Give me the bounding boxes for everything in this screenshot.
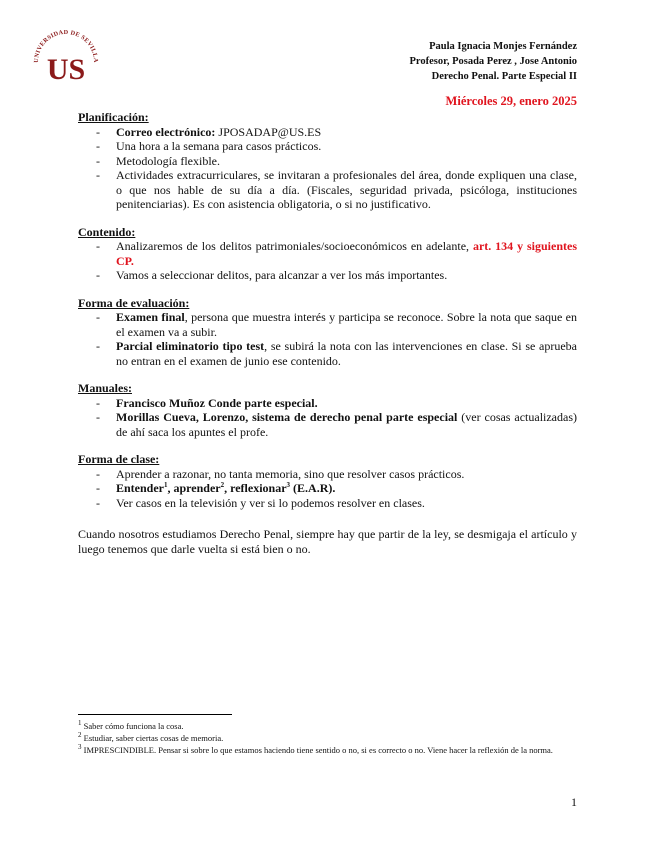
article-reference: art. 134 y siguientes CP. [116, 239, 577, 268]
list-item: - Aprender a razonar, no tanta memoria, sino que resolver casos prácticos. [96, 466, 465, 481]
list-item: - Morillas Cueva, Lorenzo, sistema de derecho penal parte especial (ver cosas actualizadas) de ahí saca los apuntes el profe. [96, 410, 578, 439]
list-item: - Vamos a seleccionar delitos, para alcanzar a ver los más importantes. [96, 268, 448, 282]
body-paragraph: Cuando nosotros estudiamos Derecho Penal, siempre hay que partir de la ley, se desmigaja el artículo y luego tenemos que darle vuelta si está bien o no. [78, 527, 577, 556]
section-title: Planificación: [78, 110, 149, 124]
email-value: JPOSADAP@US.ES [215, 124, 322, 139]
section-manuales [78, 381, 577, 439]
footnote: $^1$ Saber cómo funciona la cosa. [78, 719, 184, 731]
header-info [410, 39, 578, 84]
section-title: Contenido: [78, 224, 136, 239]
list-item: - Ver casos en la televisión y ver si lo podemos resolver en clases. [96, 495, 425, 510]
document-body [78, 110, 577, 556]
document-date: Miércoles 29, enero 2025 [445, 94, 577, 108]
section-clase [78, 452, 577, 510]
list-item: - Correo electrónico: JPOSADAP@US.ES [96, 124, 322, 139]
footnote: $^3$ IMPRESCINDIBLE. Pensar si sobre lo que estamos haciendo tiene sentido o no, si es correcto o no. Viene hacer la reflexión de la norma. [78, 743, 553, 755]
footnote-separator [78, 714, 232, 715]
email-label: Correo electrónico: [116, 124, 216, 139]
list-item: - Francisco Muñoz Conde parte especial. [96, 395, 318, 410]
section-contenido [78, 225, 577, 283]
logo-monogram: US [46, 53, 86, 84]
page-number: 1 [571, 795, 577, 809]
list-item: - Parcial eliminatorio tipo test, se subirá la nota con las intervenciones en clase. Si se aprueba no entran en el examen de junio ese contenido. [96, 339, 577, 368]
list-item: - Metodología flexible. [96, 153, 220, 168]
list-item: - Examen final, persona que muestra interés y participa se reconoce. Sobre la nota que saque en el examen va a subir. [96, 310, 577, 339]
list-item: - Analizaremos de los delitos patrimoniales/socioeconómicos en adelante, art. 134 y siguientes CP. [96, 239, 577, 268]
course-name: Derecho Penal. Parte Especial II [431, 71, 577, 82]
professor-name: Profesor, Posada Perez , Jose Antonio [409, 56, 577, 67]
university-logo [30, 26, 102, 84]
section-planificacion [78, 110, 577, 212]
section-evaluacion [78, 296, 577, 369]
footnote-ref: 3 [286, 481, 291, 489]
footnote-ref: 1 [164, 481, 168, 489]
list-item: - Una hora a la semana para casos prácticos. [96, 139, 322, 153]
footnotes [78, 720, 577, 756]
list-item: - Entender$^1$, aprender$^2$, reflexionar$^3$ (E.A.R). [96, 481, 336, 495]
section-title: Forma de clase: [78, 452, 160, 466]
footnote: $^2$ Estudiar, saber ciertas cosas de memoria. [78, 731, 224, 743]
section-title: Forma de evaluación: [78, 295, 190, 310]
list-item: - Actividades extracurriculares, se invitaran a profesionales del área, donde expliquen una clase, o que nos hable de su día a día. (Fiscales, seguridad privada, psicóloga, instituciones penitenciarias). Es con asistencia obligatoria, o si no justificativo. [96, 168, 577, 211]
logo-arc-text: UNIVERSIDAD DE SEVILLA [32, 28, 100, 63]
footnote-ref: 2 [220, 481, 225, 489]
section-title: Manuales: [78, 381, 132, 395]
author-name: Paula Ignacia Monjes Fernández [429, 41, 577, 52]
